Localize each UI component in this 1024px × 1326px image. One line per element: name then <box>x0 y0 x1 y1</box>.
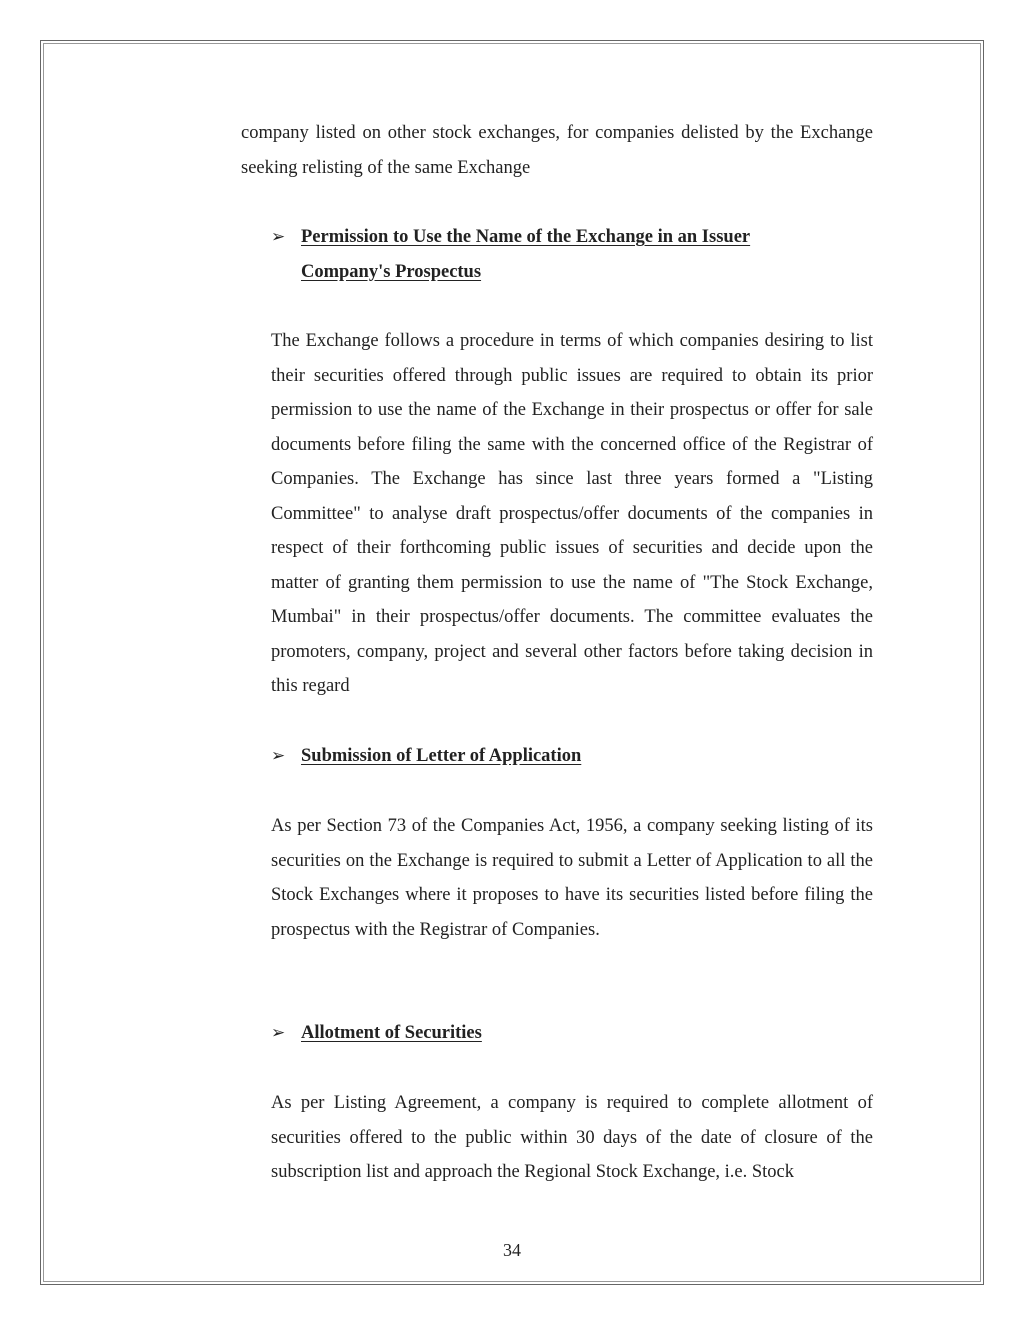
intro-paragraph: company listed on other stock exchanges, for companies delisted by the Exchange seeking relisting of the same Exchange <box>241 123 873 178</box>
section-body-letter: As per Section 73 of the Companies Act, 1956, a company seeking listing of its securities on the Exchange is required to submit a Letter of Application to all the Stock Exchanges where it proposes to have its securities listed before filing the prospectus with the Registrar of Companies. <box>271 816 873 940</box>
heading-text: Permission to Use the Name of the Exchange in an Issuer Company's Prospectus <box>301 227 751 282</box>
heading-text: Allotment of Securities <box>301 1023 482 1043</box>
heading-text: Submission of Letter of Application <box>301 746 582 766</box>
arrow-bullet-icon: ➢ <box>271 227 286 246</box>
section-body-permission: The Exchange follows a procedure in terms of which companies desiring to list their securities offered through public issues are required to obtain its prior permission to use the name of the Exchange in their prospectus or offer for sale documents before filing the same with the concerned office of the Registrar of Companies. The Exchange has since last three years formed a "Listing Committee" to analyse draft prospectus/offer documents of the companies in respect of their forthcoming public issues of securities and decide upon the matter of granting them permission to use the name of "The Stock Exchange, Mumbai" in their prospectus/offer documents. The committee evaluates the promoters, company, project and several other factors before taking decision in this regard <box>271 331 873 696</box>
page-number: 34 <box>503 1240 521 1260</box>
arrow-bullet-icon: ➢ <box>271 1023 286 1042</box>
arrow-bullet-icon: ➢ <box>271 746 286 765</box>
section-body-allotment: As per Listing Agreement, a company is required to complete allotment of securities offered to the public within 30 days of the date of closure of the subscription list and approach the Regional Stock Exchange, i.e. Stock <box>271 1093 873 1182</box>
